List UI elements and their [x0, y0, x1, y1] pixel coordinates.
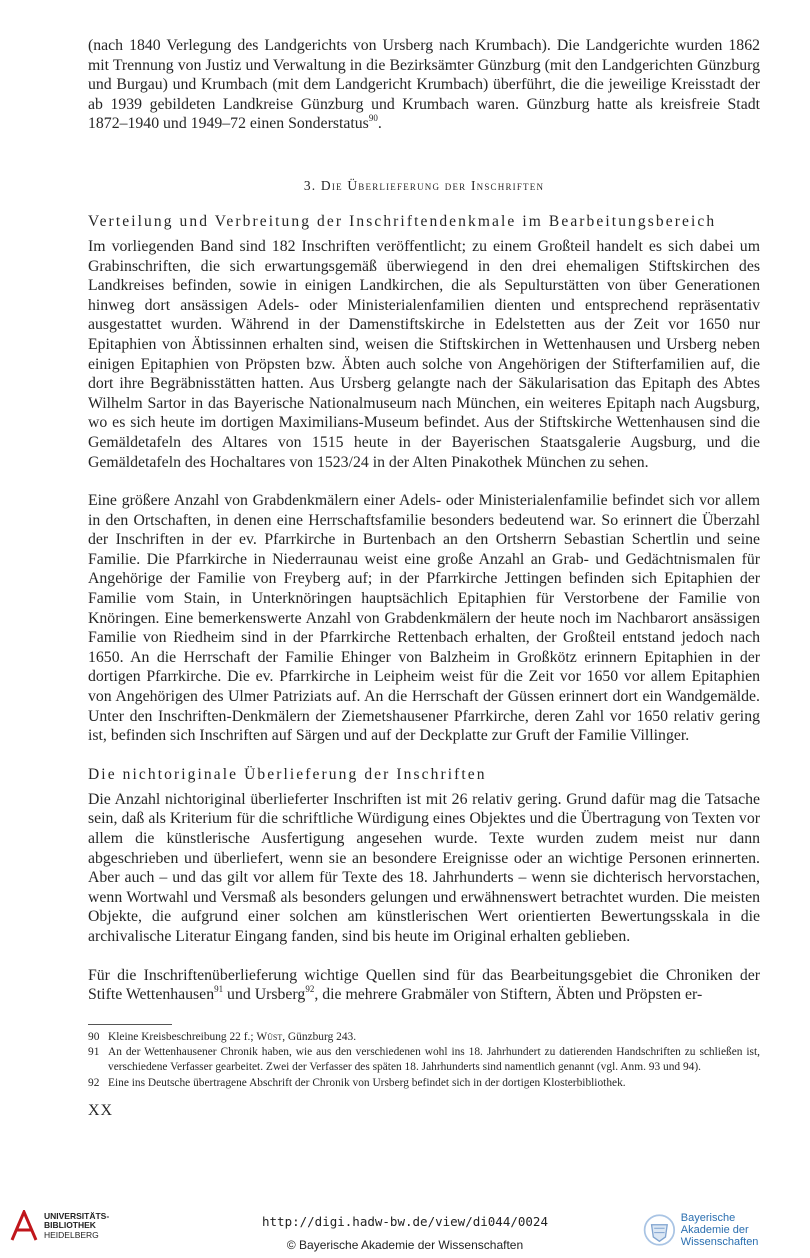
footnote-number: 91 — [88, 1046, 100, 1059]
p2-text-c: , die mehrere Grabmäler von Stiftern, Äbten und Pröpsten er- — [314, 986, 703, 1004]
section-heading-nonoriginal: Die nichtoriginale Überlieferung der Inschriften — [88, 765, 487, 783]
uni-line-3: HEIDELBERG — [44, 1229, 99, 1240]
permalink-url[interactable]: http://digi.hadw-bw.de/view/di044/0024 — [262, 1214, 548, 1229]
footer-bar — [0, 1202, 810, 1258]
footnote-ref-92[interactable]: 92 — [305, 984, 315, 995]
footnote-author: Wüst — [256, 1030, 283, 1043]
footnote-text-part: Kleine Kreisbeschreibung 22 f.; — [108, 1030, 257, 1043]
footnote-91 — [88, 1045, 760, 1076]
footnote-number: 90 — [88, 1030, 100, 1043]
footnote-divider — [88, 1024, 172, 1025]
section-heading-distribution: Verteilung und Verbreitung der Inschriftendenkmale im Bearbeitungsbereich — [88, 212, 717, 230]
academy-name — [681, 1212, 810, 1248]
p2-text-b: und Ursberg — [223, 986, 306, 1004]
footnote-text: An der Wettenhausener Chronik haben, wie aus den verschiedenen wohl ins 18. Jahrhundert zu datierenden Handschriften zu schließen ist, verschiedene Verfasser gearbeitet. Zwei der Verfasser des späten 18. Jahrhunderts sind namentlich genannt (vgl. Anm. 93 und 94). — [108, 1046, 760, 1074]
footnote-text — [108, 1030, 760, 1045]
intro-end: . — [377, 115, 382, 133]
intro-text: (nach 1840 Verlegung des Landgerichts von Ursberg nach Krumbach). Die Landgerichte wurden 1862 mit Trennung von Justiz und Verwaltung in die Bezirksämter Günzburg (mit den Landgerichten Günzburg und Burgau) und Krumbach (mit dem Landgericht Krumbach) überführt, die die jeweilige Kreisstadt der ab 1939 gebildeten Landkreise Günzburg und Krumbach waren. Günzburg hatte als kreisfreie Stadt 1872–1940 und 1949–72 einen Sonderstatus — [88, 37, 760, 133]
uni-line-1: UNIVERSITÄTS- — [44, 1210, 110, 1221]
footnote-ref-90[interactable]: 90 — [368, 113, 378, 124]
intro-paragraph — [88, 36, 760, 134]
paragraph-distribution-1: Im vorliegenden Band sind 182 Inschriften veröffentlicht; zu einem Großteil handelt es sich dabei um Grabinschriften, die sich erwartungsgemäß überwiegend in den drei ehemaligen Stiftskirchen des Landkreises befinden, sowie in einigen Landkirchen, die als Sepulturstätten von über Generationen hinweg dort ansässigen Adels- oder Ministerialenfamilien dienten und entsprechend repräsentativ ausgestattet wurden. Während in der Damenstiftskirche in Edelstetten aus der Zeit vor 1650 nur Epitaphien von Äbtissinnen erhalten sind, weisen die Stiftskirchen in Wettenhausen und Ursberg neben einigen Epitaphien von Pröpsten bzw. Äbten auch solche von Angehörigen der Stifterfamilien auf, die dort ihre Begräbnisstätten hatten. Aus Ursberg gelangte nach der Säkularisation das Epitaph des Abtes Wilhelm Sartor in das Bayerische Nationalmuseum nach München, ein weiteres Epitaph nach Augsburg, wo es sich heute im dortigen Maximilians-Museum befindet. Aus der Stiftskirche Wettenhausen sind die Gemäldetafeln des Altares von 1515 heute in der Bayerischen Staatsgalerie Augsburg, und die Gemäldetafeln des Hochaltares von 1523/24 in der Alten Pinakothek München zu sehen. — [88, 237, 760, 471]
uni-line-2: BIBLIOTHEK — [44, 1220, 96, 1231]
footnote-ref-91[interactable]: 91 — [214, 984, 224, 995]
chapter-title: 3. Die Überlieferung der Inschriften — [303, 177, 545, 193]
academy-line-1: Bayerische — [680, 1212, 736, 1224]
footnote-92 — [88, 1076, 760, 1091]
footnote-90 — [88, 1030, 760, 1045]
academy-logo[interactable] — [642, 1210, 810, 1250]
footnote-number: 92 — [88, 1076, 100, 1089]
footnotes — [88, 1030, 760, 1091]
document-body — [88, 36, 760, 1091]
academy-crest-icon — [642, 1210, 677, 1250]
p2-text-a: Für die Inschriftenüberlieferung wichtige Quellen sind für das Bearbeitungsgebiet die Chroniken der Stifte Wettenhausen — [88, 966, 760, 1004]
copyright-notice: © Bayerische Akademie der Wissenschaften — [286, 1238, 524, 1252]
footnote-text-part: , Günzburg 243. — [282, 1030, 357, 1043]
page-number: XX — [88, 1102, 114, 1119]
paragraph-distribution-2: Eine größere Anzahl von Grabdenkmälern einer Adels- oder Ministerialenfamilie befindet sich vor allem in den Ortschaften, in denen eine Herrschaftsfamilie besonders bedeutend war. So erinnert die Überzahl der Inschriften in der ev. Pfarrkirche in Burtenbach an den Ortsherrn Sebastian Schertlin und seine Familie. Die Pfarrkirche in Niederraunau weist eine große Anzahl an Grab- und Gedächtnismalen für Angehörige der Familie von Freyberg auf; in der Pfarrkirche Jettingen befinden sich Epitaphien der Familie vom Stain, in Unterknöringen hauptsächlich Epitaphien für Verstorbene der Familie von Knöringen. Eine bemerkenswerte Anzahl von Grabdenkmälern der heute noch im Nachbarort ansässigen Familie von Riedheim sind in der Pfarrkirche Rettenbach erhalten, der Großteil entstand jedoch nach 1650. An die Herrschaft der Familie Ehinger von Balzheim in Großkötz erinnern Epitaphien in der dortigen Pfarrkirche. Die ev. Pfarrkirche in Leipheim weist für die Zeit vor 1650 vor allem Epitaphien von Angehörigen des Ulmer Patriziats auf. An die Herrschaft der Güssen erinnert dort ein Wandgemälde. Unter den Inschriften-Denkmälern der Ziemetshausener Pfarrkirche, deren Zahl vor 1650 relativ gering ist, befinden sich Inschriften auf Särgen und auf der Deckplatte zur Gruft der Familie Villinger. — [88, 492, 760, 745]
footnote-text: Eine ins Deutsche übertragene Abschrift der Chronik von Ursberg befindet sich in der dortigen Klosterbibliothek. — [108, 1076, 626, 1089]
paragraph-nonoriginal-2 — [88, 966, 760, 1005]
academy-line-2: Akademie der Wissenschaften — [680, 1224, 759, 1248]
paragraph-nonoriginal-1: Die Anzahl nichtoriginal überlieferter Inschriften ist mit 26 relativ gering. Grund dafür mag die Tatsache sein, daß als Kriterium für die schriftliche Würdigung eines Objektes und die Übertragung von Texten vor allem die künstlerische Ausfertigung angesehen wurde. Texte wurden zudem meist nur dann abgeschrieben und überliefert, wenn sie an besondere Ereignisse oder an wichtige Personen erinnerten. Aber auch – und das gilt vor allem für Texte des 18. Jahrhunderts – wenn sie dichterisch hervorstachen, wenn Wortwahl und Versmaß als besonders gelungen und erwähnenswert betrachtet wurden. Die meisten Objekte, die aufgrund einer solchen am künstlerischen Wert orientierten Bewertungsskala in die archivalische Literatur Eingang fanden, sind bis heute im Original erhalten geblieben. — [88, 790, 760, 945]
